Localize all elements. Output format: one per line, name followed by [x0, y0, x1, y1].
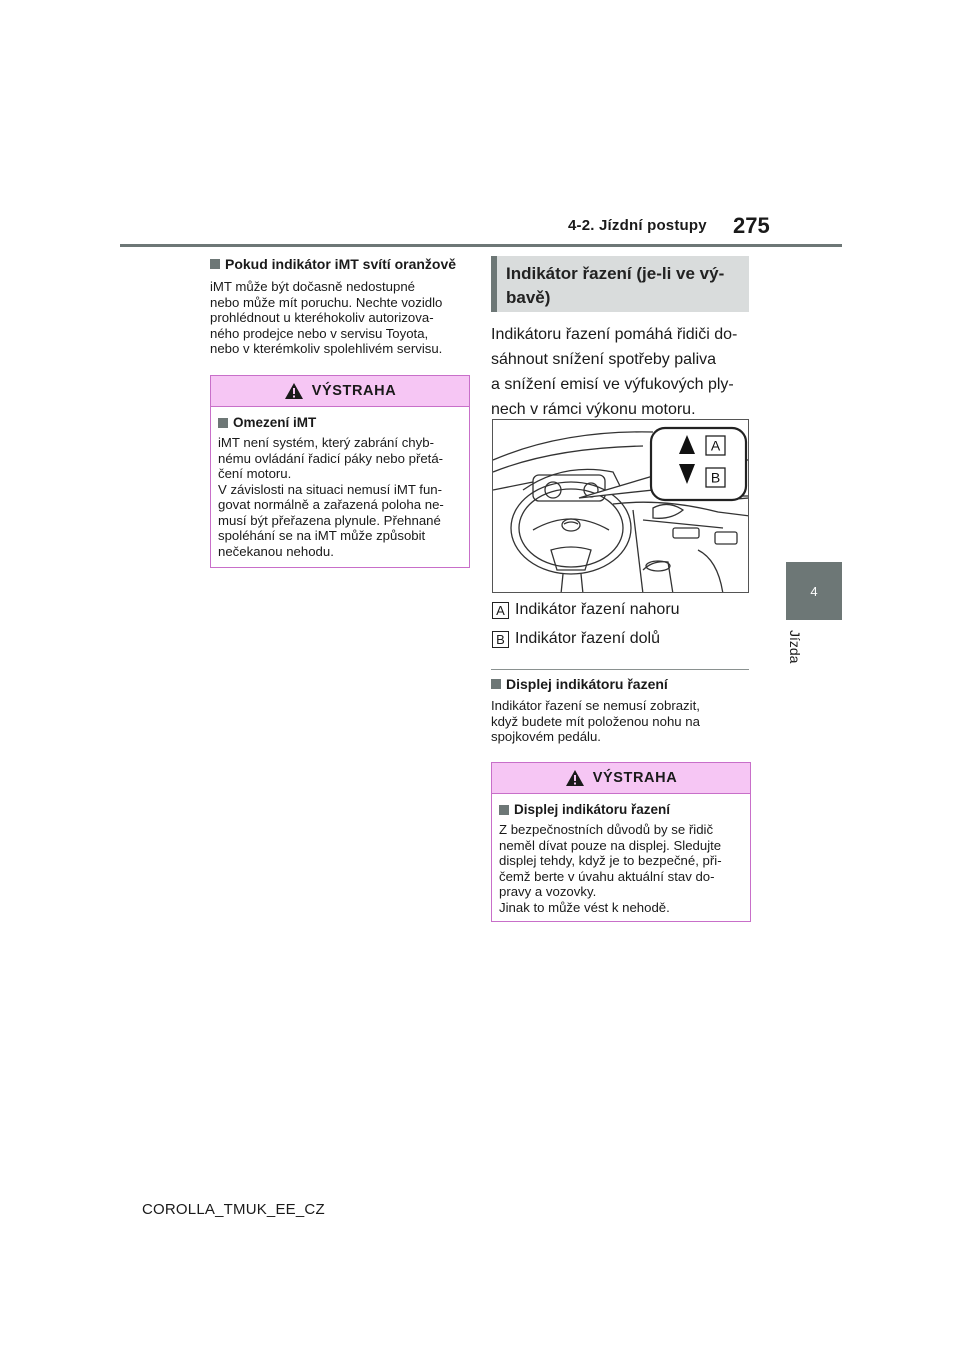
warning-line: nému ovládání řadicí páky nebo přetá- [218, 450, 444, 466]
chapter-number: 4 [810, 583, 818, 599]
warning-line: nečekanou nehodu. [218, 543, 334, 559]
page-number: 275 [733, 213, 770, 238]
warning-subheading-text: Displej indikátoru řazení [514, 802, 671, 817]
body-line: nebo může mít poruchu. Nechte vozidlo [210, 294, 443, 310]
header-divider [120, 244, 842, 247]
body-line: iMT může být dočasně nedostupné [210, 279, 416, 294]
body-line: prohlédnout u kteréhokoliv autorizova- [210, 310, 434, 325]
display-heading-text: Displej indikátoru řazení [506, 676, 668, 692]
warning-line: pravy a vozovky. [499, 884, 597, 899]
intro-line: nech v rámci výkonu motoru. [491, 401, 696, 418]
warning-box-imt [210, 375, 470, 568]
warning-header [211, 376, 469, 407]
warning-line: neměl dívat pouze na displej. Sledujte [499, 837, 722, 853]
warning-subheading-text: Omezení iMT [233, 415, 317, 430]
square-bullet-icon [218, 418, 228, 428]
warning-line: čení motoru. [218, 466, 292, 481]
dashboard-illustration [492, 419, 749, 593]
warning-text [499, 822, 743, 915]
square-bullet-icon [499, 805, 509, 815]
warning-line: spoléhání se na iMT může způsobit [218, 528, 426, 543]
document-id: COROLLA_TMUK_EE_CZ [142, 1201, 325, 1218]
square-bullet-icon [210, 259, 220, 269]
imt-orange-heading-text: Pokud indikátor iMT svítí oranžově [225, 256, 457, 272]
title-line: Indikátor řazení (je-li ve vý- [506, 264, 725, 283]
warning-box-display [491, 762, 751, 922]
display-body [491, 698, 753, 745]
warning-line: Jinak to může vést k nehodě. [499, 899, 670, 915]
body-line: když budete mít položenou nohu na [491, 713, 700, 729]
section-title: 4-2. Jízdní postupy [568, 217, 707, 234]
display-heading [491, 676, 668, 692]
legend-text: Indikátor řazení nahoru [515, 601, 680, 618]
imt-orange-body [210, 279, 472, 357]
warning-line: V závislosti na situaci nemusí iMT fun- [218, 481, 443, 497]
warning-line: displej tehdy, když je to bezpečné, při- [499, 853, 722, 868]
legend-text: Indikátor řazení dolů [515, 630, 660, 647]
warning-title: VÝSTRAHA [592, 770, 678, 786]
intro-line: a snížení emisí ve výfukových ply- [491, 376, 734, 393]
cockpit-drawing [493, 420, 749, 593]
warning-subheading [218, 415, 462, 430]
warning-triangle-icon [565, 769, 585, 787]
body-line: nebo v kterémkoliv spolehlivém servisu. [210, 341, 443, 356]
section-divider [491, 669, 749, 670]
legend-item-down [492, 630, 660, 648]
legend-item-up [492, 601, 680, 619]
intro-line: sáhnout snížení spotřeby paliva [491, 351, 717, 368]
body-line: Indikátor řazení se nemusí zobrazit, [491, 698, 700, 713]
legend-key: A [492, 602, 509, 619]
warning-line: govat normálně a zařazená poloha ne- [218, 497, 444, 512]
warning-line: musí být přeřazena plynule. Přehnané [218, 512, 441, 528]
imt-orange-heading [210, 256, 456, 272]
warning-header [492, 763, 750, 794]
chapter-label: Jízda [787, 630, 803, 664]
warning-line: Z bezpečnostních důvodů by se řidič [499, 822, 714, 837]
intro-line: Indikátoru řazení pomáhá řidiči do- [491, 326, 738, 343]
warning-title: VÝSTRAHA [311, 383, 397, 399]
square-bullet-icon [491, 679, 501, 689]
body-line: spojkovém pedálu. [491, 729, 601, 744]
illustration-key-b: B [710, 469, 721, 486]
warning-subheading [499, 802, 743, 817]
warning-text [218, 435, 462, 559]
title-line: bavě) [506, 288, 551, 307]
chapter-label-vertical [781, 630, 811, 700]
chapter-tab [786, 562, 842, 620]
shift-indicator-intro [491, 322, 751, 422]
shift-indicator-title [491, 256, 749, 312]
illustration-key-a: A [710, 437, 721, 454]
legend-key: B [492, 631, 509, 648]
warning-triangle-icon [284, 382, 304, 400]
warning-line: iMT není systém, který zabrání chyb- [218, 435, 434, 450]
warning-line: čemž berte v úvahu aktuální stav do- [499, 868, 715, 884]
body-line: ného prodejce nebo v servisu Toyota, [210, 325, 429, 341]
